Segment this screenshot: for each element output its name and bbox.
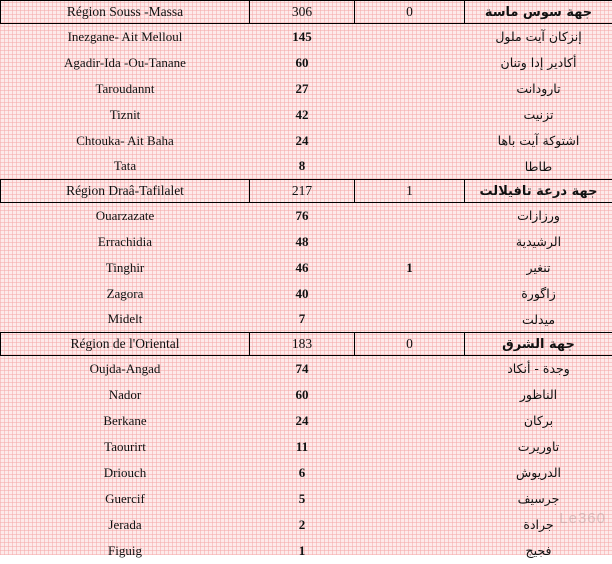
cell-locality: Figuig [1,538,250,564]
cell-locality-arabic: طاطا [465,154,612,180]
watermark: Le360 [559,510,606,527]
table-row [1,434,612,460]
cell-confirmed-cases: 27 [250,76,355,102]
cell-confirmed-cases: 306 [250,1,355,24]
cell-confirmed-cases: 76 [250,203,355,229]
table-row [1,460,612,486]
cell-confirmed-cases: 1 [250,538,355,564]
table-body [1,1,612,564]
cell-locality: Tinghir [1,255,250,281]
cell-deaths: 1 [355,255,465,281]
cell-locality: Région Draâ-Tafilalet [1,180,250,203]
cell-locality: Zagora [1,281,250,307]
cell-confirmed-cases: 74 [250,356,355,382]
cell-locality-arabic: تاوريرت [465,434,612,460]
table-row [1,229,612,255]
table-row [1,128,612,154]
cell-deaths [355,128,465,154]
cell-locality-arabic: زاگورة [465,281,612,307]
cell-locality: Tata [1,154,250,180]
cell-locality: Driouch [1,460,250,486]
table-row [1,307,612,333]
cell-deaths [355,356,465,382]
cell-locality: Tiznit [1,102,250,128]
cell-confirmed-cases: 11 [250,434,355,460]
cell-locality-arabic: ورزازات [465,203,612,229]
cell-deaths [355,512,465,538]
cell-deaths [355,460,465,486]
cell-deaths [355,281,465,307]
cell-locality: Taourirt [1,434,250,460]
cell-locality-arabic: جرسيف [465,486,612,512]
cell-deaths [355,382,465,408]
cell-deaths: 0 [355,333,465,356]
table-row [1,538,612,564]
cell-locality-arabic: تنغير [465,255,612,281]
cell-locality: Ouarzazate [1,203,250,229]
table-row [1,255,612,281]
cell-locality-arabic: جهة سوس ماسة [465,1,612,24]
cell-locality-arabic: بركان [465,408,612,434]
cell-locality: Région de l'Oriental [1,333,250,356]
cell-locality: Jerada [1,512,250,538]
cell-locality-arabic: تارودانت [465,76,612,102]
cell-deaths [355,76,465,102]
cell-deaths [355,50,465,76]
cell-locality: Agadir-Ida -Ou-Tanane [1,50,250,76]
cell-locality-arabic: أكادير إدا وتنان [465,50,612,76]
cell-deaths [355,434,465,460]
cell-locality-arabic: جهة الشرق [465,333,612,356]
cell-locality-arabic: جهة درعة تافيلالت [465,180,612,203]
cell-locality: Chtouka- Ait Baha [1,128,250,154]
table-row [1,486,612,512]
table-row [1,50,612,76]
cell-deaths [355,154,465,180]
cell-locality: Guercif [1,486,250,512]
cell-deaths [355,229,465,255]
cell-confirmed-cases: 5 [250,486,355,512]
cell-locality: Région Souss -Massa [1,1,250,24]
cell-locality-arabic: وجدة - أنكاد [465,356,612,382]
cell-confirmed-cases: 7 [250,307,355,333]
cell-deaths [355,24,465,50]
table-row [1,408,612,434]
cell-locality-arabic: الدريوش [465,460,612,486]
cell-confirmed-cases: 48 [250,229,355,255]
cell-deaths [355,102,465,128]
cell-deaths [355,307,465,333]
cell-locality-arabic: الرشيدية [465,229,612,255]
cell-locality: Berkane [1,408,250,434]
table-row [1,382,612,408]
cell-locality-arabic: اشتوكة آيت باها [465,128,612,154]
cell-deaths: 0 [355,1,465,24]
cell-locality: Taroudannt [1,76,250,102]
cell-confirmed-cases: 217 [250,180,355,203]
region-row [1,1,612,24]
cell-confirmed-cases: 6 [250,460,355,486]
cell-locality-arabic: فجيج [465,538,612,564]
cell-confirmed-cases: 183 [250,333,355,356]
cell-locality-arabic: الناظور [465,382,612,408]
cell-confirmed-cases: 40 [250,281,355,307]
cell-confirmed-cases: 46 [250,255,355,281]
cell-locality-arabic: إنزكان آيت ملول [465,24,612,50]
cell-locality-arabic: جرادة [465,512,612,538]
cell-locality: Midelt [1,307,250,333]
cell-confirmed-cases: 24 [250,408,355,434]
table-row [1,24,612,50]
cell-confirmed-cases: 8 [250,154,355,180]
table-row [1,512,612,538]
table-row [1,154,612,180]
table-row [1,102,612,128]
cell-deaths [355,203,465,229]
table-row [1,203,612,229]
cell-confirmed-cases: 2 [250,512,355,538]
cell-locality-arabic: ميدلت [465,307,612,333]
cell-locality: Errachidia [1,229,250,255]
table-row [1,76,612,102]
cell-locality-arabic: تزنيت [465,102,612,128]
cell-confirmed-cases: 60 [250,382,355,408]
cell-deaths: 1 [355,180,465,203]
cell-confirmed-cases: 60 [250,50,355,76]
table-row [1,356,612,382]
cell-locality: Nador [1,382,250,408]
region-row [1,333,612,356]
cell-locality: Inezgane- Ait Melloul [1,24,250,50]
cell-deaths [355,538,465,564]
cell-confirmed-cases: 42 [250,102,355,128]
cell-deaths [355,408,465,434]
region-row [1,180,612,203]
cell-confirmed-cases: 24 [250,128,355,154]
table-row [1,281,612,307]
cell-locality: Oujda-Angad [1,356,250,382]
cell-deaths [355,486,465,512]
cell-confirmed-cases: 145 [250,24,355,50]
